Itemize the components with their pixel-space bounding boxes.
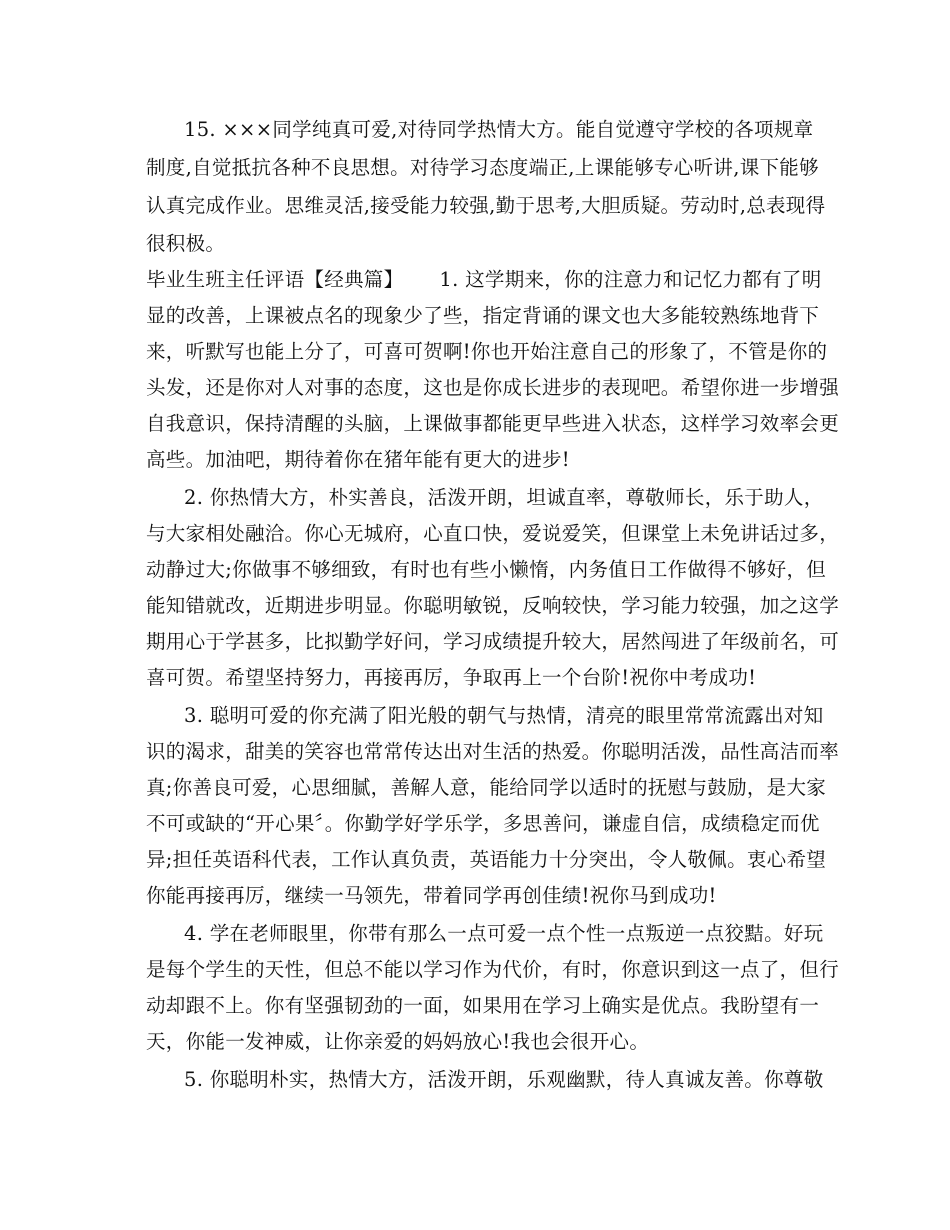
- section-heading: 毕业生班主任评语【经典篇】: [146, 268, 404, 291]
- paragraph-line: 不可或缺的“开心果〞。你勤学好学乐学，多思善问，谦虚自信，成绩稳定而优: [146, 812, 820, 835]
- paragraph-line: 认真完成作业。思维灵活,接受能力较强,勤于思考,大胆质疑。劳动时,总表现得: [146, 194, 826, 217]
- paragraph-line: 1. 这学期来，你的注意力和记忆力都有了明: [439, 268, 822, 291]
- paragraph-line: 异;担任英语科代表，工作认真负责，英语能力十分突出，令人敬佩。衷心希望: [146, 848, 827, 871]
- paragraph-line: 15. ×××同学纯真可爱,对待同学热情大方。能自觉遵守学校的各项规章: [184, 118, 814, 141]
- paragraph-line: 4. 学在老师眼里，你带有那么一点可爱一点个性一点叛逆一点狡黠。好玩: [184, 922, 824, 945]
- section-heading-line: [146, 268, 822, 292]
- paragraph-line: 真;你善良可爱，心思细腻，善解人意，能给同学以适时的抚慰与鼓励，是大家: [146, 776, 827, 799]
- paragraph-line: 自我意识，保持清醒的头脑，上课做事都能更早些进入状态，这样学习效率会更: [146, 412, 840, 435]
- paragraph-line: 识的渴求，甜美的笑容也常常传达出对生活的热爱。你聪明活泼，品性高洁而率: [146, 740, 840, 763]
- paragraph-line: 动却跟不上。你有坚强韧劲的一面，如果用在学习上确实是优点。我盼望有一: [146, 994, 820, 1017]
- paragraph-line: 3. 聪明可爱的你充满了阳光般的朝气与热情，清亮的眼里常常流露出对知: [184, 704, 824, 727]
- paragraph-line: 期用心于学甚多，比拟勤学好问，学习成绩提升较大，居然闯进了年级前名，可: [146, 630, 840, 653]
- paragraph-line: 与大家相处融洽。你心无城府，心直口快，爱说爱笑，但课堂上未免讲话过多，: [146, 522, 840, 545]
- paragraph-line: 显的改善，上课被点名的现象少了些，指定背诵的课文也大多能较熟练地背下: [146, 304, 820, 327]
- paragraph-line: 制度,自觉抵抗各种不良思想。对待学习态度端正,上课能够专心听讲,课下能够: [146, 156, 819, 179]
- paragraph-line: 动静过大;你做事不够细致，有时也有些小懒惰，内务值日工作做得不够好，但: [146, 558, 827, 581]
- paragraph-line: 天，你能一发神威，让你亲爱的妈妈放心!我也会很开心。: [146, 1030, 650, 1053]
- paragraph-line: 喜可贺。希望坚持努力，再接再厉，争取再上一个台阶!祝你中考成功!: [146, 666, 757, 689]
- paragraph-line: 是每个学生的天性，但总不能以学习作为代价，有时，你意识到这一点了，但行: [146, 958, 840, 981]
- paragraph-line: 很积极。: [146, 232, 226, 255]
- paragraph-line: 5. 你聪明朴实，热情大方，活泼开朗，乐观幽默，待人真诚友善。你尊敬: [184, 1068, 824, 1091]
- paragraph-line: 能知错就改，近期进步明显。你聪明敏锐，反响较快，学习能力较强，加之这学: [146, 594, 840, 617]
- paragraph-line: 你能再接再厉，继续一马领先，带着同学再创佳绩!祝你马到成功!: [146, 884, 717, 907]
- paragraph-line: 2. 你热情大方，朴实善良，活泼开朗，坦诚直率，尊敬师长，乐于助人，: [184, 486, 824, 509]
- paragraph-line: 来，听默写也能上分了，可喜可贺啊!你也开始注意自己的形象了，不管是你的: [146, 340, 828, 363]
- paragraph-line: 头发，还是你对人对事的态度，这也是你成长进步的表现吧。希望你进一步增强: [146, 376, 840, 399]
- paragraph-line: 高些。加油吧，期待着你在猪年能有更大的进步!: [146, 448, 570, 471]
